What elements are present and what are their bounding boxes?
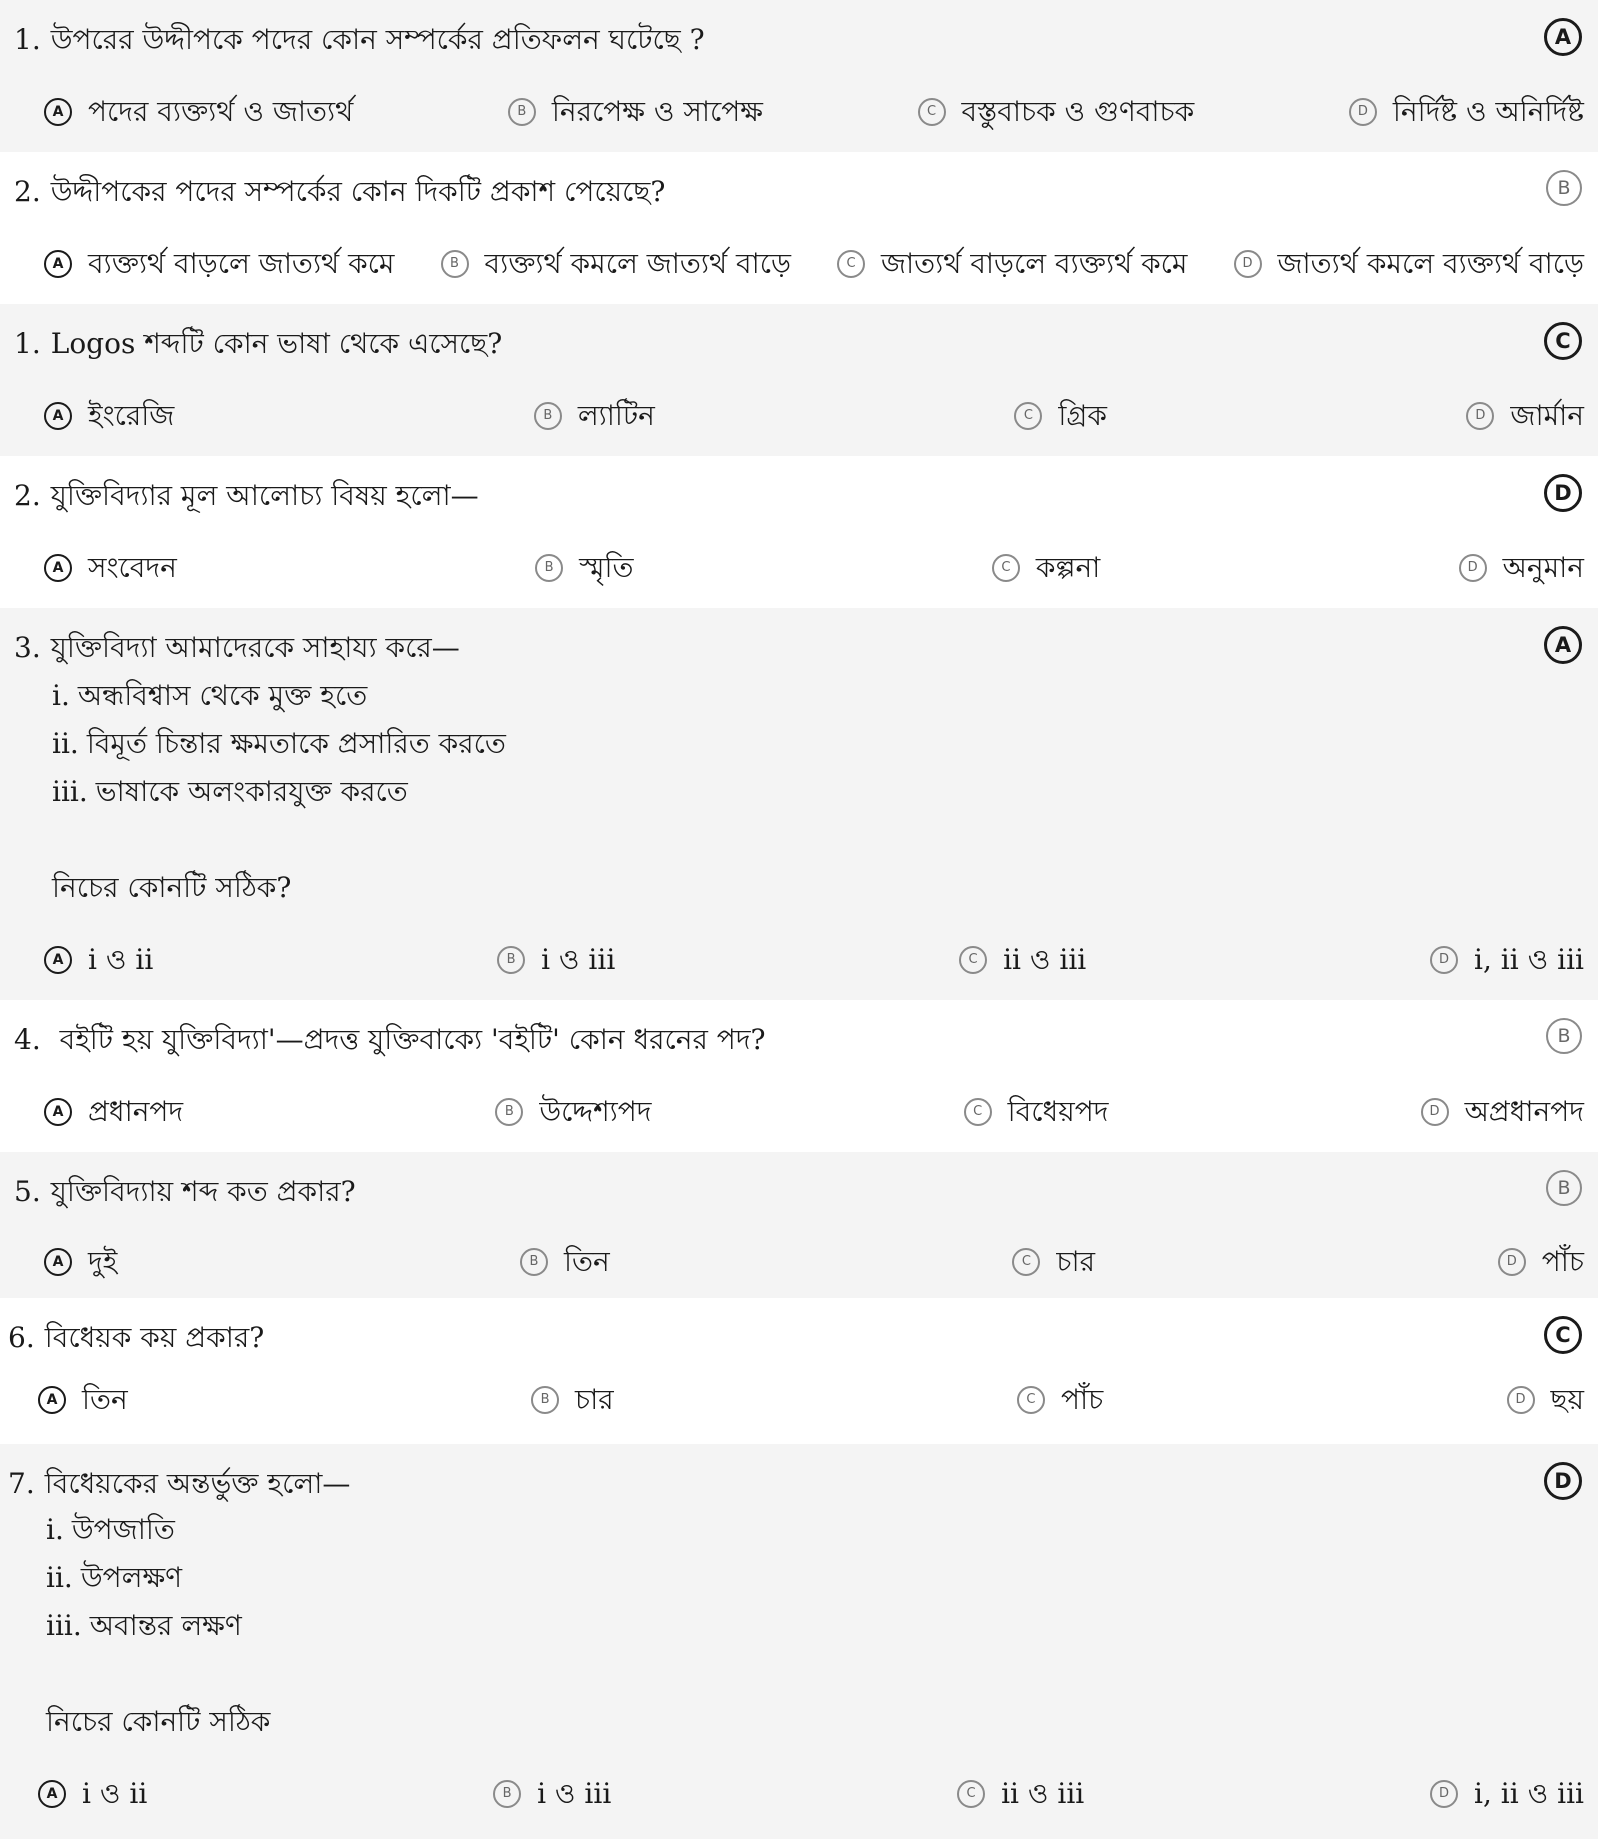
option-b[interactable]: B তিন xyxy=(520,1242,610,1282)
option-bubble-icon: C xyxy=(964,1098,992,1126)
option-bubble-icon: C xyxy=(959,946,987,974)
answer-badge: C xyxy=(1544,322,1582,360)
question-block xyxy=(0,1444,1598,1839)
option-bubble-icon: D xyxy=(1459,554,1487,582)
option-c[interactable]: C জাত্যর্থ বাড়লে ব্যক্ত্যর্থ কমে xyxy=(837,244,1187,284)
option-bubble-icon: B xyxy=(495,1098,523,1126)
question-block xyxy=(0,1152,1598,1298)
answer-badge: B xyxy=(1546,170,1582,206)
statement-item: i. অন্ধবিশ্বাস থেকে মুক্ত হতে xyxy=(52,679,368,712)
option-bubble-icon: D xyxy=(1507,1386,1535,1414)
question-block xyxy=(0,304,1598,456)
option-c[interactable]: C কল্পনা xyxy=(992,548,1100,588)
option-bubble-icon: C xyxy=(957,1780,985,1808)
question-text: 2. উদ্দীপকের পদের সম্পর্কের কোন দিকটি প্রকাশ পেয়েছে? xyxy=(14,175,666,208)
option-bubble-icon: B xyxy=(441,250,469,278)
option-bubble-icon: C xyxy=(918,98,946,126)
option-bubble-icon: B xyxy=(497,946,525,974)
option-bubble-icon: C xyxy=(992,554,1020,582)
option-bubble-icon: A xyxy=(38,1780,66,1808)
question-text: 4. বইটি হয় যুক্তিবিদ্যা'—প্রদত্ত যুক্তিবাক্যে 'বইটি' কোন ধরনের পদ? xyxy=(14,1023,766,1056)
option-bubble-icon: C xyxy=(1012,1248,1040,1276)
answer-badge: A xyxy=(1544,626,1582,664)
option-bubble-icon: D xyxy=(1421,1098,1449,1126)
question-text: 2. যুক্তিবিদ্যার মূল আলোচ্য বিষয় হলো— xyxy=(14,479,479,512)
option-d[interactable]: D i, ii ও iii xyxy=(1430,1774,1584,1814)
options-row xyxy=(44,1092,1584,1132)
answer-badge: D xyxy=(1544,474,1582,512)
option-bubble-icon: A xyxy=(44,1248,72,1276)
option-a[interactable]: A দুই xyxy=(44,1242,117,1282)
option-bubble-icon: B xyxy=(520,1248,548,1276)
option-bubble-icon: D xyxy=(1498,1248,1526,1276)
option-c[interactable]: C বিধেয়পদ xyxy=(964,1092,1109,1132)
option-c[interactable]: C ii ও iii xyxy=(959,940,1086,980)
option-c[interactable]: C বস্তুবাচক ও গুণবাচক xyxy=(918,92,1195,132)
option-d[interactable]: D পাঁচ xyxy=(1498,1242,1584,1282)
option-bubble-icon: B xyxy=(493,1780,521,1808)
answer-badge: B xyxy=(1546,1018,1582,1054)
option-b[interactable]: B নিরপেক্ষ ও সাপেক্ষ xyxy=(508,92,763,132)
option-bubble-icon: A xyxy=(44,946,72,974)
option-b[interactable]: B ল্যাটিন xyxy=(534,396,655,436)
option-a[interactable]: A তিন xyxy=(38,1380,128,1420)
option-d[interactable]: D ছয় xyxy=(1507,1380,1584,1420)
question-prompt: নিচের কোনটি সঠিক? xyxy=(52,871,292,904)
option-d[interactable]: D জাত্যর্থ কমলে ব্যক্ত্যর্থ বাড়ে xyxy=(1234,244,1584,284)
question-block xyxy=(0,608,1598,1000)
statement-item: ii. বিমূর্ত চিন্তার ক্ষমতাকে প্রসারিত করতে xyxy=(52,727,506,760)
answer-badge: A xyxy=(1544,18,1582,56)
option-bubble-icon: A xyxy=(44,554,72,582)
option-bubble-icon: C xyxy=(1014,402,1042,430)
question-block xyxy=(0,1298,1598,1444)
option-bubble-icon: A xyxy=(44,250,72,278)
option-bubble-icon: B xyxy=(508,98,536,126)
option-d[interactable]: D অনুমান xyxy=(1459,548,1584,588)
option-b[interactable]: B i ও iii xyxy=(493,1774,611,1814)
option-bubble-icon: B xyxy=(535,554,563,582)
question-block xyxy=(0,152,1598,304)
question-block xyxy=(0,456,1598,608)
options-row xyxy=(38,1774,1584,1814)
option-bubble-icon: A xyxy=(44,1098,72,1126)
statement-item: iii. অবান্তর লক্ষণ xyxy=(46,1609,242,1642)
option-bubble-icon: A xyxy=(44,98,72,126)
options-row xyxy=(44,940,1584,980)
option-bubble-icon: C xyxy=(837,250,865,278)
option-b[interactable]: B i ও iii xyxy=(497,940,615,980)
option-bubble-icon: D xyxy=(1466,402,1494,430)
statement-item: ii. উপলক্ষণ xyxy=(46,1561,183,1594)
option-d[interactable]: D i, ii ও iii xyxy=(1430,940,1584,980)
option-c[interactable]: C গ্রিক xyxy=(1014,396,1107,436)
statement-item: iii. ভাষাকে অলংকারযুক্ত করতে xyxy=(52,775,408,808)
question-text: 1. উপরের উদ্দীপকে পদের কোন সম্পর্কের প্রতিফলন ঘটেছে ? xyxy=(14,23,705,56)
option-bubble-icon: B xyxy=(534,402,562,430)
option-b[interactable]: B চার xyxy=(531,1380,614,1420)
option-bubble-icon: D xyxy=(1349,98,1377,126)
options-row xyxy=(44,548,1584,588)
option-c[interactable]: C ii ও iii xyxy=(957,1774,1084,1814)
question-text: 5. যুক্তিবিদ্যায় শব্দ কত প্রকার? xyxy=(14,1175,356,1208)
option-a[interactable]: A i ও ii xyxy=(44,940,153,980)
options-row xyxy=(44,244,1584,284)
option-c[interactable]: C পাঁচ xyxy=(1017,1380,1103,1420)
question-prompt: নিচের কোনটি সঠিক xyxy=(46,1705,271,1738)
question-block xyxy=(0,1000,1598,1152)
question-text: 3. যুক্তিবিদ্যা আমাদেরকে সাহায্য করে— xyxy=(14,631,460,664)
question-text: 6. বিধেয়ক কয় প্রকার? xyxy=(8,1321,265,1354)
option-a[interactable]: A ইংরেজি xyxy=(44,396,174,436)
option-a[interactable]: A সংবেদন xyxy=(44,548,177,588)
option-bubble-icon: A xyxy=(44,402,72,430)
option-b[interactable]: B স্মৃতি xyxy=(535,548,633,588)
option-c[interactable]: C চার xyxy=(1012,1242,1095,1282)
option-bubble-icon: D xyxy=(1234,250,1262,278)
option-d[interactable]: D অপ্রধানপদ xyxy=(1421,1092,1584,1132)
option-a[interactable]: A প্রধানপদ xyxy=(44,1092,183,1132)
option-a[interactable]: A i ও ii xyxy=(38,1774,147,1814)
option-d[interactable]: D জার্মান xyxy=(1466,396,1584,436)
question-text: 1. Logos শব্দটি কোন ভাষা থেকে এসেছে? xyxy=(14,327,503,360)
statement-item: i. উপজাতি xyxy=(46,1513,175,1546)
question-text: 7. বিধেয়কের অন্তর্ভুক্ত হলো— xyxy=(8,1467,351,1500)
option-bubble-icon: C xyxy=(1017,1386,1045,1414)
options-row xyxy=(38,1380,1584,1420)
options-row xyxy=(44,92,1584,132)
options-row xyxy=(44,1242,1584,1282)
option-a[interactable]: A পদের ব্যক্ত্যর্থ ও জাত্যর্থ xyxy=(44,92,353,132)
option-a[interactable]: A ব্যক্ত্যর্থ বাড়লে জাত্যর্থ কমে xyxy=(44,244,394,284)
option-bubble-icon: A xyxy=(38,1386,66,1414)
question-block xyxy=(0,0,1598,152)
option-b[interactable]: B উদ্দেশ্যপদ xyxy=(495,1092,651,1132)
options-row xyxy=(44,396,1584,436)
option-b[interactable]: B ব্যক্ত্যর্থ কমলে জাত্যর্থ বাড়ে xyxy=(441,244,791,284)
answer-badge: B xyxy=(1546,1170,1582,1206)
option-d[interactable]: D নির্দিষ্ট ও অনির্দিষ্ট xyxy=(1349,92,1584,132)
answer-badge: C xyxy=(1544,1316,1582,1354)
option-bubble-icon: B xyxy=(531,1386,559,1414)
option-bubble-icon: D xyxy=(1430,1780,1458,1808)
answer-badge: D xyxy=(1544,1462,1582,1500)
option-bubble-icon: D xyxy=(1430,946,1458,974)
